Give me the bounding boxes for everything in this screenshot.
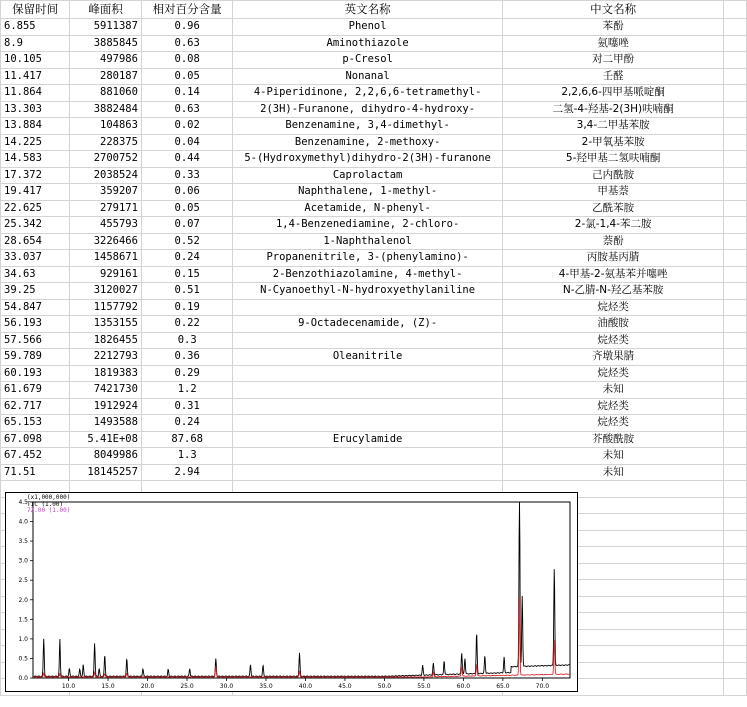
table-cell[interactable]: 14.225 xyxy=(1,134,70,151)
table-cell[interactable]: 60.193 xyxy=(1,365,70,382)
table-cell[interactable]: 4-甲基-2-氨基苯并噻唑 xyxy=(502,266,724,283)
empty-cell[interactable] xyxy=(724,217,747,234)
empty-cell[interactable] xyxy=(724,530,747,547)
table-cell[interactable]: 279171 xyxy=(70,200,142,217)
table-cell[interactable]: 5-(Hydroxymethyl)dihydro-2(3H)-furanone xyxy=(233,151,502,168)
x-tick-label: 25.0 xyxy=(180,683,194,690)
table-cell[interactable]: 18145257 xyxy=(70,464,142,481)
empty-cell[interactable] xyxy=(724,563,747,580)
empty-cell[interactable] xyxy=(724,101,747,118)
table-cell[interactable] xyxy=(233,299,502,316)
empty-cell[interactable] xyxy=(724,118,747,135)
y-tick-label: 1.5 xyxy=(18,616,28,624)
table-cell[interactable]: 2700752 xyxy=(70,151,142,168)
table-cell[interactable]: 烷烃类 xyxy=(502,415,724,432)
table-cell[interactable] xyxy=(233,382,502,399)
table-row xyxy=(1,415,747,432)
table-row xyxy=(1,85,747,102)
table-cell[interactable]: Acetamide, N-phenyl- xyxy=(233,200,502,217)
empty-cell[interactable] xyxy=(724,233,747,250)
chart-frame xyxy=(6,493,578,692)
x-tick-label: 30.0 xyxy=(219,683,234,690)
empty-cell[interactable] xyxy=(724,646,747,663)
table-cell[interactable]: N-乙腈-N-羟乙基苯胺 xyxy=(502,283,724,300)
table-cell[interactable]: 0.96 xyxy=(141,19,232,36)
table-row xyxy=(1,398,747,415)
empty-cell[interactable] xyxy=(724,514,747,531)
table-cell[interactable]: 67.452 xyxy=(1,448,70,465)
table-cell[interactable]: p-Cresol xyxy=(233,52,502,69)
table-cell[interactable]: 0.51 xyxy=(141,283,232,300)
table-cell[interactable]: 萘酚 xyxy=(502,233,724,250)
empty-cell[interactable] xyxy=(724,1,747,19)
x-tick-label: 20.0 xyxy=(140,683,155,690)
table-cell[interactable]: 8049986 xyxy=(70,448,142,465)
empty-cell[interactable] xyxy=(724,382,747,399)
table-cell[interactable]: 5-羟甲基二氢呋喃酮 xyxy=(502,151,724,168)
table-row xyxy=(1,332,747,349)
table-cell[interactable]: 0.22 xyxy=(141,316,232,333)
table-cell[interactable]: 3882484 xyxy=(70,101,142,118)
empty-cell[interactable] xyxy=(724,431,747,448)
table-cell[interactable]: 13.303 xyxy=(1,101,70,118)
table-cell[interactable]: 57.566 xyxy=(1,332,70,349)
empty-cell[interactable] xyxy=(724,580,747,597)
y-tick-label: 4.5 xyxy=(18,499,28,506)
table-row xyxy=(1,283,747,300)
table-cell[interactable]: 7421730 xyxy=(70,382,142,399)
table-cell[interactable]: 壬醛 xyxy=(502,68,724,85)
table-cell[interactable]: 0.19 xyxy=(141,299,232,316)
table-cell[interactable]: 烷烃类 xyxy=(502,365,724,382)
table-cell[interactable]: 3226466 xyxy=(70,233,142,250)
y-tick-label: 0.5 xyxy=(18,655,28,663)
x-tick-label: 55.0 xyxy=(417,683,431,690)
table-cell[interactable]: 71.51 xyxy=(1,464,70,481)
table-cell[interactable]: 0.05 xyxy=(141,68,232,85)
table-cell[interactable]: 929161 xyxy=(70,266,142,283)
empty-cell[interactable] xyxy=(724,283,747,300)
table-row xyxy=(1,167,747,184)
legend-ion: 72.00 (1.00) xyxy=(27,507,71,514)
table-cell[interactable]: 359207 xyxy=(70,184,142,201)
table-cell[interactable]: 未知 xyxy=(502,448,724,465)
table-cell[interactable]: 2-Benzothiazolamine, 4-methyl- xyxy=(233,266,502,283)
chromatogram-svg xyxy=(5,492,578,692)
empty-cell[interactable] xyxy=(724,613,747,630)
table-cell[interactable]: 1353155 xyxy=(70,316,142,333)
table-cell[interactable]: 28.654 xyxy=(1,233,70,250)
table-row xyxy=(1,299,747,316)
table-cell[interactable]: 0.15 xyxy=(141,266,232,283)
table-cell[interactable]: 1458671 xyxy=(70,250,142,267)
table-cell[interactable]: 0.52 xyxy=(141,233,232,250)
table-cell[interactable]: Propanenitrile, 3-(phenylamino)- xyxy=(233,250,502,267)
table-cell[interactable]: 455793 xyxy=(70,217,142,234)
empty-cell[interactable] xyxy=(724,52,747,69)
table-row xyxy=(1,233,747,250)
table-cell[interactable]: 苯酚 xyxy=(502,19,724,36)
x-tick-label: 65.0 xyxy=(496,683,510,690)
table-cell[interactable]: 烷烃类 xyxy=(502,398,724,415)
table-row xyxy=(1,382,747,399)
table-cell[interactable]: 己内酰胺 xyxy=(502,167,724,184)
table-row xyxy=(1,217,747,234)
empty-cell[interactable] xyxy=(724,481,747,498)
table-row xyxy=(1,184,747,201)
table-row xyxy=(1,52,747,69)
table-cell[interactable]: 2-氯-1,4-苯二胺 xyxy=(502,217,724,234)
empty-cell[interactable] xyxy=(724,662,747,679)
table-cell[interactable]: 67.098 xyxy=(1,431,70,448)
table-cell[interactable]: 丙胺基丙腈 xyxy=(502,250,724,267)
table-cell[interactable]: Naphthalene, 1-methyl- xyxy=(233,184,502,201)
table-cell[interactable]: 烷烃类 xyxy=(502,332,724,349)
empty-cell[interactable] xyxy=(724,365,747,382)
table-cell[interactable]: 0.02 xyxy=(141,118,232,135)
table-cell[interactable]: Oleanitrile xyxy=(233,349,502,366)
table-cell[interactable] xyxy=(233,365,502,382)
table-cell[interactable]: 61.679 xyxy=(1,382,70,399)
table-cell[interactable]: 6.855 xyxy=(1,19,70,36)
empty-cell[interactable] xyxy=(724,629,747,646)
table-row xyxy=(1,316,747,333)
table-cell[interactable]: 2-甲氧基苯胺 xyxy=(502,134,724,151)
table-cell[interactable]: 14.583 xyxy=(1,151,70,168)
table-cell[interactable] xyxy=(233,332,502,349)
scale-label: (x1,000,000) xyxy=(27,494,71,501)
empty-cell[interactable] xyxy=(724,151,747,168)
y-tick-label: 3.0 xyxy=(18,557,28,565)
table-cell[interactable]: 0.14 xyxy=(141,85,232,102)
table-cell[interactable]: 3120027 xyxy=(70,283,142,300)
column-header[interactable]: 相对百分含量 xyxy=(141,1,232,19)
table-cell[interactable]: 17.372 xyxy=(1,167,70,184)
y-tick-label: 1.0 xyxy=(18,635,28,643)
table-cell[interactable]: Benzenamine, 3,4-dimethyl- xyxy=(233,118,502,135)
table-row xyxy=(1,448,747,465)
legend-tic: TIC (1.00) xyxy=(27,501,64,508)
table-cell[interactable]: 烷烃类 xyxy=(502,299,724,316)
table-cell[interactable]: 0.06 xyxy=(141,184,232,201)
y-tick-label: 4.0 xyxy=(18,518,28,526)
empty-cell[interactable] xyxy=(724,448,747,465)
table-row xyxy=(1,349,747,366)
table-cell[interactable]: 1.3 xyxy=(141,448,232,465)
y-tick-label: 2.0 xyxy=(18,596,28,604)
table-cell[interactable]: 0.63 xyxy=(141,35,232,52)
table-cell[interactable]: 甲基萘 xyxy=(502,184,724,201)
table-cell[interactable]: 13.884 xyxy=(1,118,70,135)
table-cell[interactable] xyxy=(233,398,502,415)
table-cell[interactable]: 二氢-4-羟基-2(3H)呋喃酮 xyxy=(502,101,724,118)
table-cell[interactable]: 881060 xyxy=(70,85,142,102)
table-cell[interactable]: 3,4-二甲基苯胺 xyxy=(502,118,724,135)
column-header[interactable]: 峰面积 xyxy=(70,1,142,19)
table-header-row xyxy=(1,1,747,19)
table-cell[interactable]: 62.717 xyxy=(1,398,70,415)
table-cell[interactable]: 油酸胺 xyxy=(502,316,724,333)
table-cell[interactable]: 9-Octadecenamide, (Z)- xyxy=(233,316,502,333)
table-cell[interactable]: 0.08 xyxy=(141,52,232,69)
table-cell[interactable]: 39.25 xyxy=(1,283,70,300)
x-tick-label: 70.0 xyxy=(535,683,550,690)
table-cell[interactable]: N-Cyanoethyl-N-hydroxyethylaniline xyxy=(233,283,502,300)
x-tick-label: 45.0 xyxy=(338,683,352,690)
table-cell[interactable]: 2.94 xyxy=(141,464,232,481)
table-cell[interactable]: 65.153 xyxy=(1,415,70,432)
table-cell[interactable]: 未知 xyxy=(502,464,724,481)
x-tick-label: 60.0 xyxy=(456,683,471,690)
table-cell[interactable]: 19.417 xyxy=(1,184,70,201)
table-cell[interactable]: 10.105 xyxy=(1,52,70,69)
table-cell[interactable]: 0.04 xyxy=(141,134,232,151)
table-row xyxy=(1,464,747,481)
x-tick-label: 40.0 xyxy=(298,683,313,690)
table-cell[interactable] xyxy=(233,448,502,465)
table-cell[interactable]: 2,2,6,6-四甲基哌啶酮 xyxy=(502,85,724,102)
table-cell[interactable]: 1.2 xyxy=(141,382,232,399)
y-tick-label: 2.5 xyxy=(18,577,28,585)
table-cell[interactable]: 87.68 xyxy=(141,431,232,448)
empty-cell[interactable] xyxy=(724,316,747,333)
table-cell[interactable]: 齐墩果腈 xyxy=(502,349,724,366)
table-cell[interactable] xyxy=(233,415,502,432)
table-row xyxy=(1,134,747,151)
table-cell[interactable]: Benzenamine, 2-methoxy- xyxy=(233,134,502,151)
table-cell[interactable]: 芥酸酰胺 xyxy=(502,431,724,448)
table-cell[interactable]: 8.9 xyxy=(1,35,70,52)
table-cell[interactable]: 乙酰苯胺 xyxy=(502,200,724,217)
table-row xyxy=(1,35,747,52)
table-row xyxy=(1,19,747,36)
empty-cell[interactable] xyxy=(724,547,747,564)
empty-cell[interactable] xyxy=(724,167,747,184)
table-cell[interactable]: 104863 xyxy=(70,118,142,135)
table-cell[interactable]: 未知 xyxy=(502,382,724,399)
y-tick-label: 0.0 xyxy=(18,675,28,682)
column-header[interactable]: 中文名称 xyxy=(502,1,724,19)
empty-cell[interactable] xyxy=(724,85,747,102)
table-row xyxy=(1,200,747,217)
table-cell[interactable]: 11.417 xyxy=(1,68,70,85)
table-cell[interactable]: 2038524 xyxy=(70,167,142,184)
table-row xyxy=(1,151,747,168)
table-cell[interactable]: 11.864 xyxy=(1,85,70,102)
x-tick-label: 10.0 xyxy=(61,683,76,690)
table-row xyxy=(1,250,747,267)
table-cell[interactable]: 0.31 xyxy=(141,398,232,415)
empty-cell[interactable] xyxy=(724,68,747,85)
empty-cell[interactable] xyxy=(724,35,747,52)
table-cell[interactable]: 1819383 xyxy=(70,365,142,382)
empty-cell[interactable] xyxy=(724,497,747,514)
empty-cell[interactable] xyxy=(724,464,747,481)
table-cell[interactable]: 0.24 xyxy=(141,250,232,267)
table-cell[interactable]: 56.193 xyxy=(1,316,70,333)
table-cell[interactable]: 228375 xyxy=(70,134,142,151)
empty-cell[interactable] xyxy=(724,184,747,201)
empty-cell[interactable] xyxy=(724,398,747,415)
table-cell[interactable]: 5.41E+08 xyxy=(70,431,142,448)
x-tick-label: 15.0 xyxy=(101,683,115,690)
table-cell[interactable]: Aminothiazole xyxy=(233,35,502,52)
table-cell[interactable]: 0.44 xyxy=(141,151,232,168)
table-cell[interactable]: Erucylamide xyxy=(233,431,502,448)
table-cell[interactable]: 34.63 xyxy=(1,266,70,283)
x-tick-label: 50.0 xyxy=(377,683,392,690)
table-cell[interactable]: 33.037 xyxy=(1,250,70,267)
empty-cell[interactable] xyxy=(724,679,747,696)
table-cell[interactable]: 497986 xyxy=(70,52,142,69)
table-row xyxy=(1,266,747,283)
empty-cell[interactable] xyxy=(724,19,747,36)
table-cell[interactable]: 54.847 xyxy=(1,299,70,316)
table-cell[interactable] xyxy=(233,464,502,481)
table-cell[interactable]: 1826455 xyxy=(70,332,142,349)
empty-cell[interactable] xyxy=(724,134,747,151)
table-cell[interactable]: 0.3 xyxy=(141,332,232,349)
column-header[interactable]: 保留时间 xyxy=(1,1,70,19)
table-row xyxy=(1,365,747,382)
table-cell[interactable]: 5911387 xyxy=(70,19,142,36)
table-cell[interactable]: 0.63 xyxy=(141,101,232,118)
table-cell[interactable]: 1,4-Benzenediamine, 2-chloro- xyxy=(233,217,502,234)
table-cell[interactable]: 0.29 xyxy=(141,365,232,382)
empty-cell[interactable] xyxy=(724,299,747,316)
table-cell[interactable]: Caprolactam xyxy=(233,167,502,184)
table-cell[interactable]: Nonanal xyxy=(233,68,502,85)
empty-cell[interactable] xyxy=(724,596,747,613)
table-cell[interactable]: 0.07 xyxy=(141,217,232,234)
table-cell[interactable]: 对二甲酚 xyxy=(502,52,724,69)
table-cell[interactable]: 1912924 xyxy=(70,398,142,415)
table-cell[interactable]: 1-Naphthalenol xyxy=(233,233,502,250)
table-cell[interactable]: 3885845 xyxy=(70,35,142,52)
empty-cell[interactable] xyxy=(724,332,747,349)
table-cell[interactable]: 2(3H)-Furanone, dihydro-4-hydroxy- xyxy=(233,101,502,118)
table-cell[interactable]: 2212793 xyxy=(70,349,142,366)
table-row xyxy=(1,101,747,118)
table-cell[interactable]: 4-Piperidinone, 2,2,6,6-tetramethyl- xyxy=(233,85,502,102)
empty-cell[interactable] xyxy=(724,415,747,432)
table-cell[interactable]: 0.36 xyxy=(141,349,232,366)
column-header[interactable]: 英文名称 xyxy=(233,1,502,19)
table-cell[interactable]: 1493588 xyxy=(70,415,142,432)
table-cell[interactable]: 0.24 xyxy=(141,415,232,432)
empty-cell[interactable] xyxy=(724,266,747,283)
table-cell[interactable]: 280187 xyxy=(70,68,142,85)
empty-cell[interactable] xyxy=(724,250,747,267)
table-row xyxy=(1,118,747,135)
empty-cell[interactable] xyxy=(724,200,747,217)
table-cell[interactable]: 25.342 xyxy=(1,217,70,234)
table-cell[interactable]: 22.625 xyxy=(1,200,70,217)
table-cell[interactable]: 59.789 xyxy=(1,349,70,366)
table-cell[interactable]: 0.05 xyxy=(141,200,232,217)
empty-cell[interactable] xyxy=(724,349,747,366)
table-cell[interactable]: 0.33 xyxy=(141,167,232,184)
table-cell[interactable]: 1157792 xyxy=(70,299,142,316)
y-tick-label: 3.5 xyxy=(18,538,28,546)
chromatogram-chart[interactable] xyxy=(5,492,578,692)
x-tick-label: 35.0 xyxy=(259,683,273,690)
table-row xyxy=(1,431,747,448)
table-row xyxy=(1,68,747,85)
table-cell[interactable]: Phenol xyxy=(233,19,502,36)
table-cell[interactable]: 氨噻唑 xyxy=(502,35,724,52)
